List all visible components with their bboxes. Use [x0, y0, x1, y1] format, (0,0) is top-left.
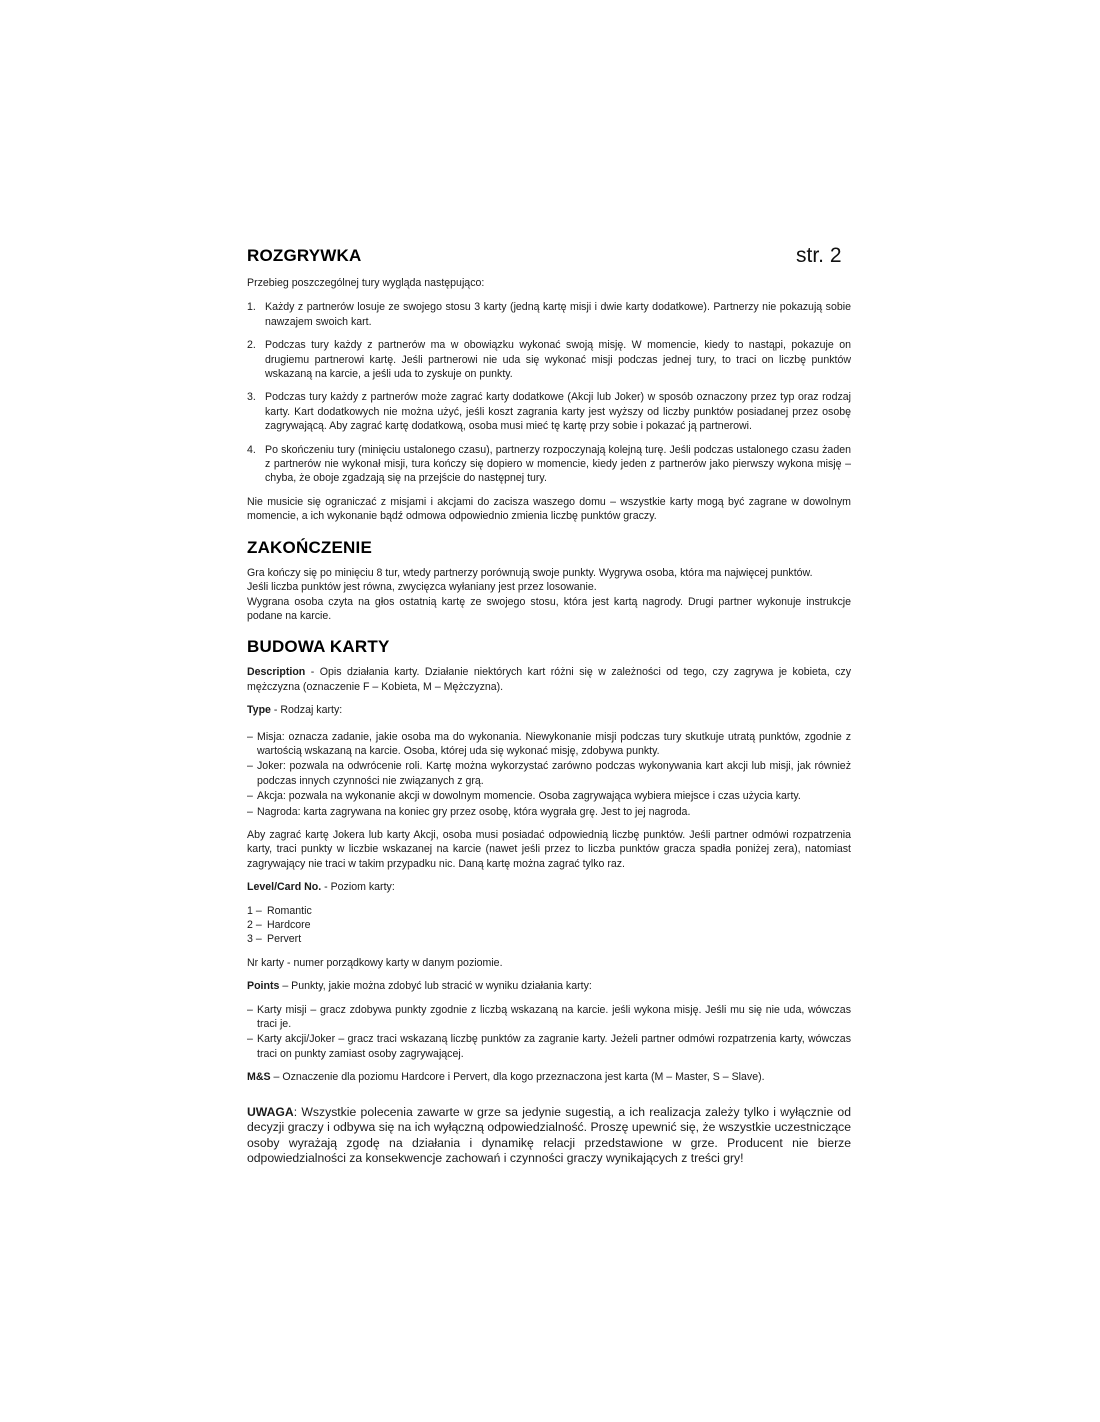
level-definition: [247, 880, 851, 894]
card-type-text: Akcja: pozwala na wykonanie akcji w dowolnym momencie. Osoba zagrywająca wybiera miejsce i czas użycia karty.: [257, 790, 801, 803]
dash-bullet: –: [247, 790, 253, 803]
section-title-card-structure: BUDOWA KARTY: [247, 637, 390, 657]
card-type-text: Nagroda: karta zagrywana na koniec gry przez osobę, która wygrała grę. Jest to jej nagroda.: [257, 805, 691, 818]
dash-bullet: –: [247, 1003, 253, 1016]
section-ending: [247, 538, 851, 624]
card-number-definition: Nr karty - numer porządkowy karty w danym poziomie.: [247, 956, 503, 969]
step-text: Podczas tury każdy z partnerów może zagrać karty dodatkowe (Akcji lub Joker) w sposób oznaczony przez typ oraz rodzaj karty. Kart dodatkowych nie można użyć, jeśli koszt zagrania karty jest wyższy od liczby punktów posiadanej przez osobę zagrywającą. Aby zagrać kartę dodatkową, osoba musi mieć tę kartę przy sobie i pokazać ją partnerowi.: [265, 391, 851, 433]
term-points: Points: [247, 980, 280, 993]
dash-bullet: –: [247, 1033, 253, 1046]
points-definition: [247, 979, 851, 993]
level-name: Hardcore: [267, 919, 311, 931]
level-number: 3 –: [247, 933, 262, 946]
level-number: 2 –: [247, 919, 262, 931]
points-item: [247, 1032, 851, 1061]
step-number: 2.: [247, 339, 256, 352]
card-type-text: Joker: pozwala na odwrócenie roli. Kartę można wykorzystać zarówno podczas wykonywania kart akcji lub misji, jak również podczas innych czynności nie związanych z grą.: [257, 760, 851, 787]
ending-line: Jeśli liczba punktów jest równa, zwycięzca wyłaniany jest przez losowanie.: [247, 581, 597, 594]
type-text: - Rodzaj karty:: [270, 704, 343, 717]
turn-step: [247, 390, 851, 433]
card-type-item: [247, 805, 851, 819]
level-item: [247, 918, 851, 932]
step-text: Każdy z partnerów losuje ze swojego stosu 3 karty (jedną kartę misji i dwie karty dodatkowe). Partnerzy nie pokazują sobie nawzajem swoich kart.: [265, 301, 851, 328]
level-item: [247, 932, 851, 946]
level-name: Romantic: [267, 904, 312, 917]
document-page: [247, 244, 851, 1167]
level-item: [247, 904, 851, 918]
warning-text: : Wszystkie polecenia zawarte w grze sa jedynie sugestią, a ich realizacja zależy tylko i wyłącznie od decyzji graczy i odbywa się na ich wyłączną odpowiedzialność. Proszę upewnić się, że wszystkie uczestniczące osoby wyrażają zgodę na działania i dynamikę relacji przedstawione w grze. Producent nie bierze odpowiedzialności za konsekwencje zachowań i czynności graczy wynikających z treści gry!: [247, 1104, 851, 1166]
levels-list: [247, 904, 851, 947]
turn-steps-list: [247, 300, 851, 485]
card-type-item: [247, 789, 851, 803]
dash-bullet: –: [247, 730, 253, 743]
ms-definition: [247, 1070, 851, 1084]
term-level: Level/Card No.: [247, 881, 322, 894]
gameplay-note: Nie musicie się ograniczać z misjami i akcjami do zacisza waszego domu – wszystkie karty mogą być zagrane w dowolnym momencie, a ich wykonanie bądź odmowa odpowiednio zmienia liczbę punktów graczy.: [247, 495, 851, 523]
description-definition: [247, 665, 851, 694]
step-number: 1.: [247, 301, 256, 314]
dash-bullet: –: [247, 805, 253, 818]
section-title-ending: ZAKOŃCZENIE: [247, 537, 372, 557]
turn-step: [247, 338, 851, 381]
points-list: [247, 1003, 851, 1062]
card-type-item: [247, 759, 851, 788]
card-type-item: [247, 730, 851, 759]
card-types-list: [247, 730, 851, 819]
turn-step: [247, 443, 851, 486]
step-text: Po skończeniu tury (minięciu ustalonego czasu), partnerzy rozpoczynają kolejną turę. Jeśli podczas ustalonego czasu żaden z partnerów nie wykonał misji, tura kończy się dopiero w momencie, kiedy jeden z partnerów jako pierwszy wykona misję – chyba, że oboje zgadzają się na przejście do następnej tury.: [265, 443, 851, 485]
term-type: Type: [247, 704, 271, 717]
card-type-text: Misja: oznacza zadanie, jakie osoba ma do wykonania. Niewykonanie misji podczas tury skutkuje utratą punktów, zgodnie z wartością wskazaną na karcie. Osoba, której uda się wykonać misję, zdobywa punkty.: [257, 730, 851, 757]
turn-step: [247, 300, 851, 329]
step-number: 4.: [247, 443, 256, 456]
warning-notice: [247, 1105, 851, 1167]
dash-bullet: –: [247, 760, 253, 773]
step-text: Podczas tury każdy z partnerów ma w obowiązku wykonać swoją misję. W momencie, kiedy to nastąpi, pokazuje on drugiemu partnerowi kartę. Jeśli partnerowi nie uda się wykonać misji podczas jednej tury, to traci on liczbę punktów wskazaną na karcie, a jeśli uda to zyskuje on punkty.: [265, 339, 851, 381]
ending-line: Wygrana osoba czyta na głos ostatnią kartę ze swojego stosu, która jest kartą nagrody. Drugi partner wykonuje instrukcje podane na karcie.: [247, 595, 851, 622]
points-item-text: Karty akcji/Joker – gracz traci wskazaną liczbę punktów za zagranie karty. Jeżeli partner odmówi rozpatrzenia karty, wówczas traci on punkty zamiast osoby zagrywającej.: [257, 1033, 851, 1060]
ms-text: – Oznaczenie dla poziomu Hardcore i Pervert, dla kogo przeznaczona jest karta (M – Master, S – Slave).: [270, 1071, 765, 1084]
section-title-gameplay: ROZGRYWKA: [247, 246, 362, 265]
gameplay-intro: Przebieg poszczególnej tury wygląda następująco:: [247, 277, 485, 289]
points-text: – Punkty, jakie można zdobyć lub stracić w wyniku działania karty:: [279, 980, 592, 993]
term-ms: M&S: [247, 1071, 271, 1084]
ending-line: Gra kończy się po minięciu 8 tur, wtedy partnerzy porównują swoje punkty. Wygrywa osoba, która ma najwięcej punktów.: [247, 566, 813, 579]
section-card-structure: [247, 637, 851, 1084]
points-item-text: Karty misji – gracz zdobywa punkty zgodnie z liczbą wskazaną na karcie. jeśli wykona misję. Jeśli mu się nie uda, wówczas traci je.: [257, 1003, 851, 1031]
section-gameplay: [247, 246, 851, 524]
term-description: Description: [247, 666, 306, 679]
points-item: [247, 1003, 851, 1032]
ending-body: [247, 566, 851, 624]
type-definition: [247, 703, 851, 717]
page-number: str. 2: [796, 244, 842, 267]
warning-label: UWAGA: [247, 1104, 294, 1119]
level-text: - Poziom karty:: [321, 881, 395, 894]
step-number: 3.: [247, 391, 256, 404]
joker-rule: Aby zagrać kartę Jokera lub karty Akcji, osoba musi posiadać odpowiednią liczbę punktów. Jeśli partner odmówi rozpatrzenia karty, traci punkty w liczbie wskazanej na karcie (nawet jeśli przez to liczba punktów gracza spadła poniżej zera), natomiast zagrywający nie traci w takim przypadku nic. Daną kartę można zagrać tylko raz.: [247, 828, 851, 870]
level-number: 1 –: [247, 904, 262, 917]
description-text: - Opis działania karty. Działanie niektórych kart różni się w zależności od tego, czy zagrywa je kobieta, czy mężczyzna (oznaczenie F – Kobieta, M – Mężczyzna).: [247, 666, 851, 693]
level-name: Pervert: [267, 933, 302, 946]
